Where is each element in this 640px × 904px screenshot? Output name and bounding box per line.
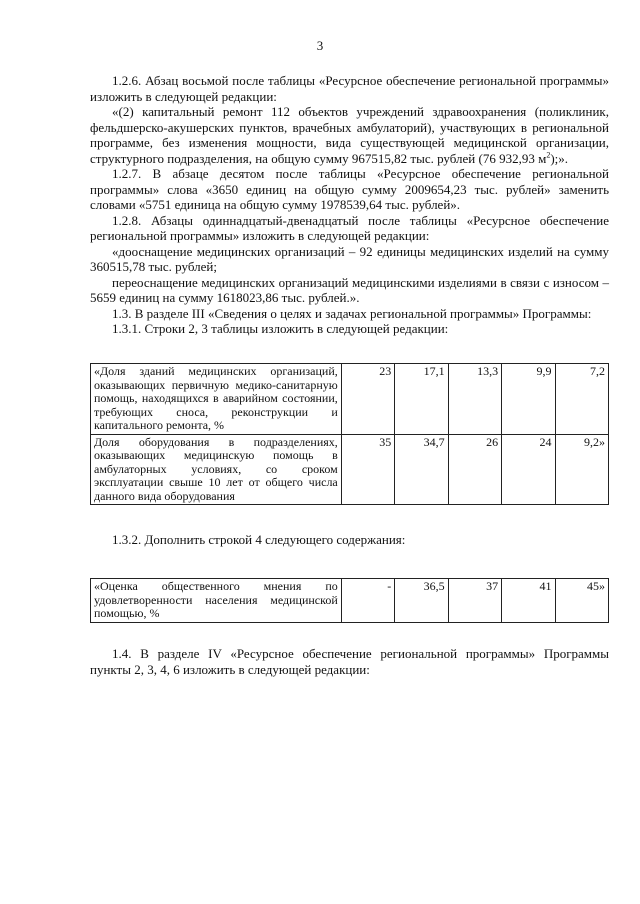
cell-value: 35 [341, 434, 394, 505]
cell-value: 17,1 [395, 364, 448, 435]
cell-value: 36,5 [395, 579, 448, 623]
table-row-4 [90, 578, 609, 623]
paragraph-1-3-2: 1.3.2. Дополнить строкой 4 следующего содержания: [112, 532, 406, 547]
cell-value: 9,2» [555, 434, 608, 505]
cell-value: 9,9 [502, 364, 555, 435]
cell-value: 45» [555, 579, 608, 623]
cell-value: 41 [502, 579, 555, 623]
table-row [91, 364, 609, 435]
cell-value: 7,2 [555, 364, 608, 435]
cell-value: - [341, 579, 394, 623]
paragraph-equipment-replacement: переоснащение медицинских организаций медицинскими изделиями в связи с износом – 5659 единиц на сумму 1618023,86 тыс. рублей.». [90, 274, 609, 305]
table-row [91, 434, 609, 505]
cell-value: 13,3 [448, 364, 501, 435]
paragraph-1-3-1: 1.3.1. Строки 2, 3 таблицы изложить в следующей редакции: [112, 321, 449, 336]
cell-value: 24 [502, 434, 555, 505]
paragraph-bottom-block [90, 646, 609, 677]
paragraph-1-2-7: 1.2.7. В абзаце десятом после таблицы «Ресурсное обеспечение региональной программы» слова «3650 единиц на общую сумму 2009654,23 тыс. рублей» заменить словами «5751 единица на общую сумму 1978539,64 тыс. рублей». [90, 166, 609, 212]
paragraph-1-2-6: 1.2.6. Абзац восьмой после таблицы «Ресурсное обеспечение региональной программы» изложить в следующей редакции: [90, 73, 609, 104]
page-number: 3 [316, 38, 324, 53]
cell-value: 37 [448, 579, 501, 623]
cell-value: 26 [448, 434, 501, 505]
paragraphs-top [90, 73, 609, 337]
paragraph-mid-block [90, 532, 609, 548]
paragraph-capital-repair: «(2) капитальный ремонт 112 объектов учреждений здравоохранения (поликлиник, фельдшерско-акушерских пунктов, врачебных амбулаторий), участвующих в региональной программе, без изменения мощности, вида существующей медицинской организации, структурного подразделения, на общую сумму 967515,82 тыс. рублей (76 932,93 $м^2$);». [90, 104, 609, 166]
cell-value: 34,7 [395, 434, 448, 505]
paragraph-equipment-additional: «дооснащение медицинских организаций – 92 единицы медицинских изделий на сумму 360515,78 тыс. рублей; [90, 243, 609, 274]
paragraph-1-3: 1.3. В разделе III «Сведения о целях и задачах региональной программы» Программы: [112, 305, 592, 321]
row-label: Доля оборудования в подразделениях, оказывающих медицинскую помощь в амбулаторных условиях, со сроком эксплуатации свыше 10 лет от общего числа данного вида оборудования [91, 434, 342, 505]
row-label: «Оценка общественного мнения по удовлетворенности населения медицинской помощью, % [91, 579, 342, 623]
paragraph-1-2-8: 1.2.8. Абзацы одиннадцатый-двенадцатый после таблицы «Ресурсное обеспечение региональной программы» изложить в следующей редакции: [90, 212, 609, 243]
cell-value: 23 [341, 364, 394, 435]
row-label: «Доля зданий медицинских организаций, оказывающих первичную медико-санитарную помощь, находящихся в аварийном состоянии, требующих сноса, реконструкции и капитального ремонта, % [91, 364, 342, 435]
table-row [91, 579, 609, 623]
paragraph-1-4: 1.4. В разделе IV «Ресурсное обеспечение региональной программы» Программы пункты 2, 3, 4, 6 изложить в следующей редакции: [90, 646, 609, 677]
table-rows-2-3 [90, 363, 609, 505]
